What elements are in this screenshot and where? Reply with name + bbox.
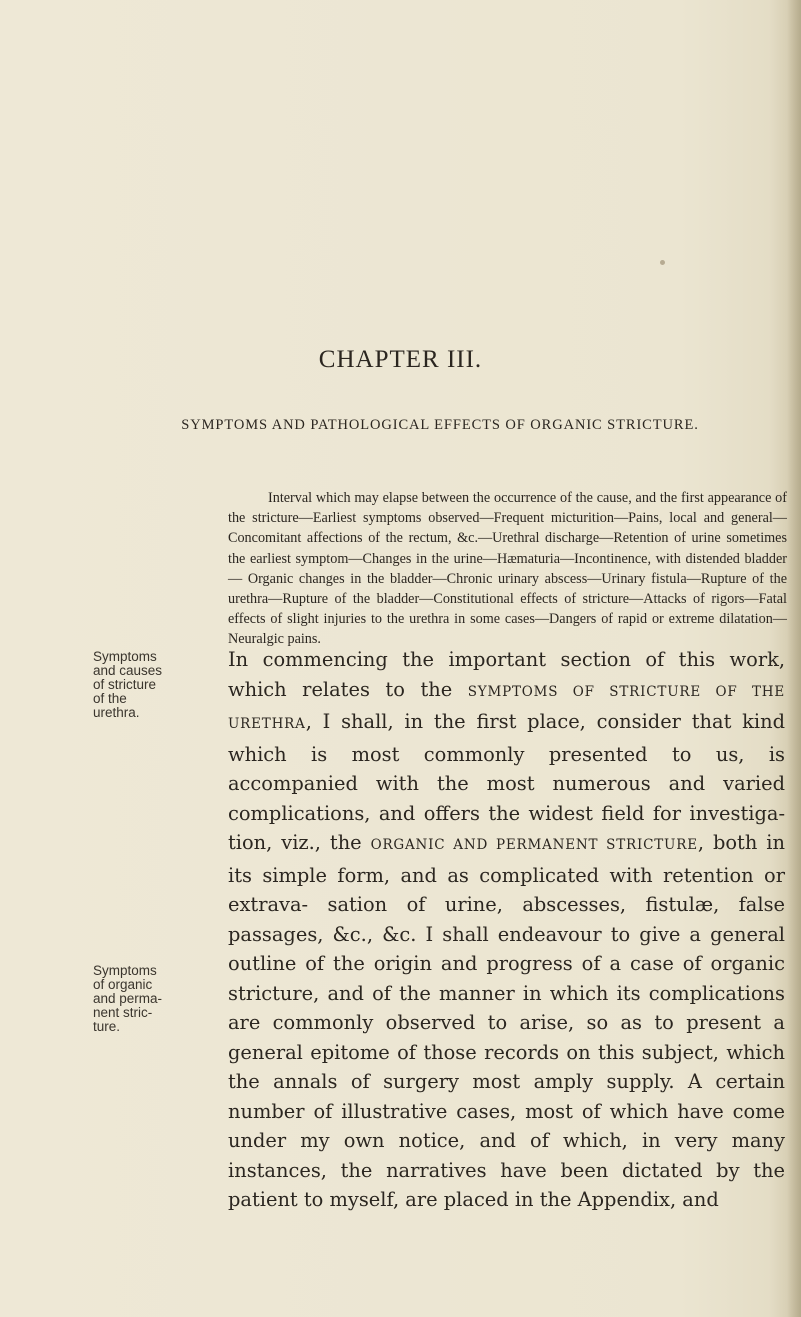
body-text-end: , both in its simple form, and as complicated with retention or extrava- sation of urine, abscesses, fistulæ, false passages, &c., &c. I shall endeavour to give a general outline of the origin and progress of a case of organic stricture, and of the manner in which its complications are commonly observed to arise, so as to present a general epitome of those records on this subject, which the annals of surgery most amply supply. A certain number of illustrative cases, most of which have come under my own notice, and of which, in very many instances, the narratives have been dictated by the patient to myself, are placed in the Appendix, and (228, 831, 785, 1211)
paper-spot (660, 260, 665, 265)
body-paragraph (228, 645, 785, 1215)
marginal-note-2: Symptoms of organic and perma- nent stric- ture. (93, 963, 163, 1034)
marginal-note-1: Symptoms and causes of stricture of the urethra. (93, 649, 163, 720)
chapter-heading: CHAPTER III. (318, 346, 483, 373)
page-edge-shadow (787, 0, 801, 1317)
chapter-synopsis: Interval which may elapse between the occurrence of the cause, and the first appearance of the stricture—Earliest symptoms observed—Frequent micturition—Pains, local and general—Concomitant affections of the rectum, &c.—Urethral discharge—Retention of urine sometimes the earliest symptom—Changes in the urine—Hæmaturia—Incontinence, with distended bladder— Organic changes in the bladder—Chronic urinary abscess—Urinary fistula—Rupture of the urethra—Rupture of the bladder—Constitutional effects of stricture—Attacks of rigors—Fatal effects of slight injuries to the urethra in some cases—Dangers of rapid or extreme dilatation—Neuralgic pains. (228, 490, 787, 648)
body-text-start: In commencing the important section of this work, which relates to the (228, 648, 785, 701)
smallcaps-symptoms: SYMPTOMS OF STRICTURE OF THE URETHRA (228, 683, 785, 732)
smallcaps-organic: ORGANIC AND PERMANENT STRICTURE (370, 837, 698, 853)
body-text-mid: , I shall, in the first place, consider that kind which is most commonly presented to us, is accompanied with the most numerous and varied complications, and offers the widest field for investiga- tion, viz., the (228, 710, 785, 854)
section-title: SYMPTOMS AND PATHOLOGICAL EFFECTS OF ORGANIC STRICTURE. (181, 417, 699, 433)
